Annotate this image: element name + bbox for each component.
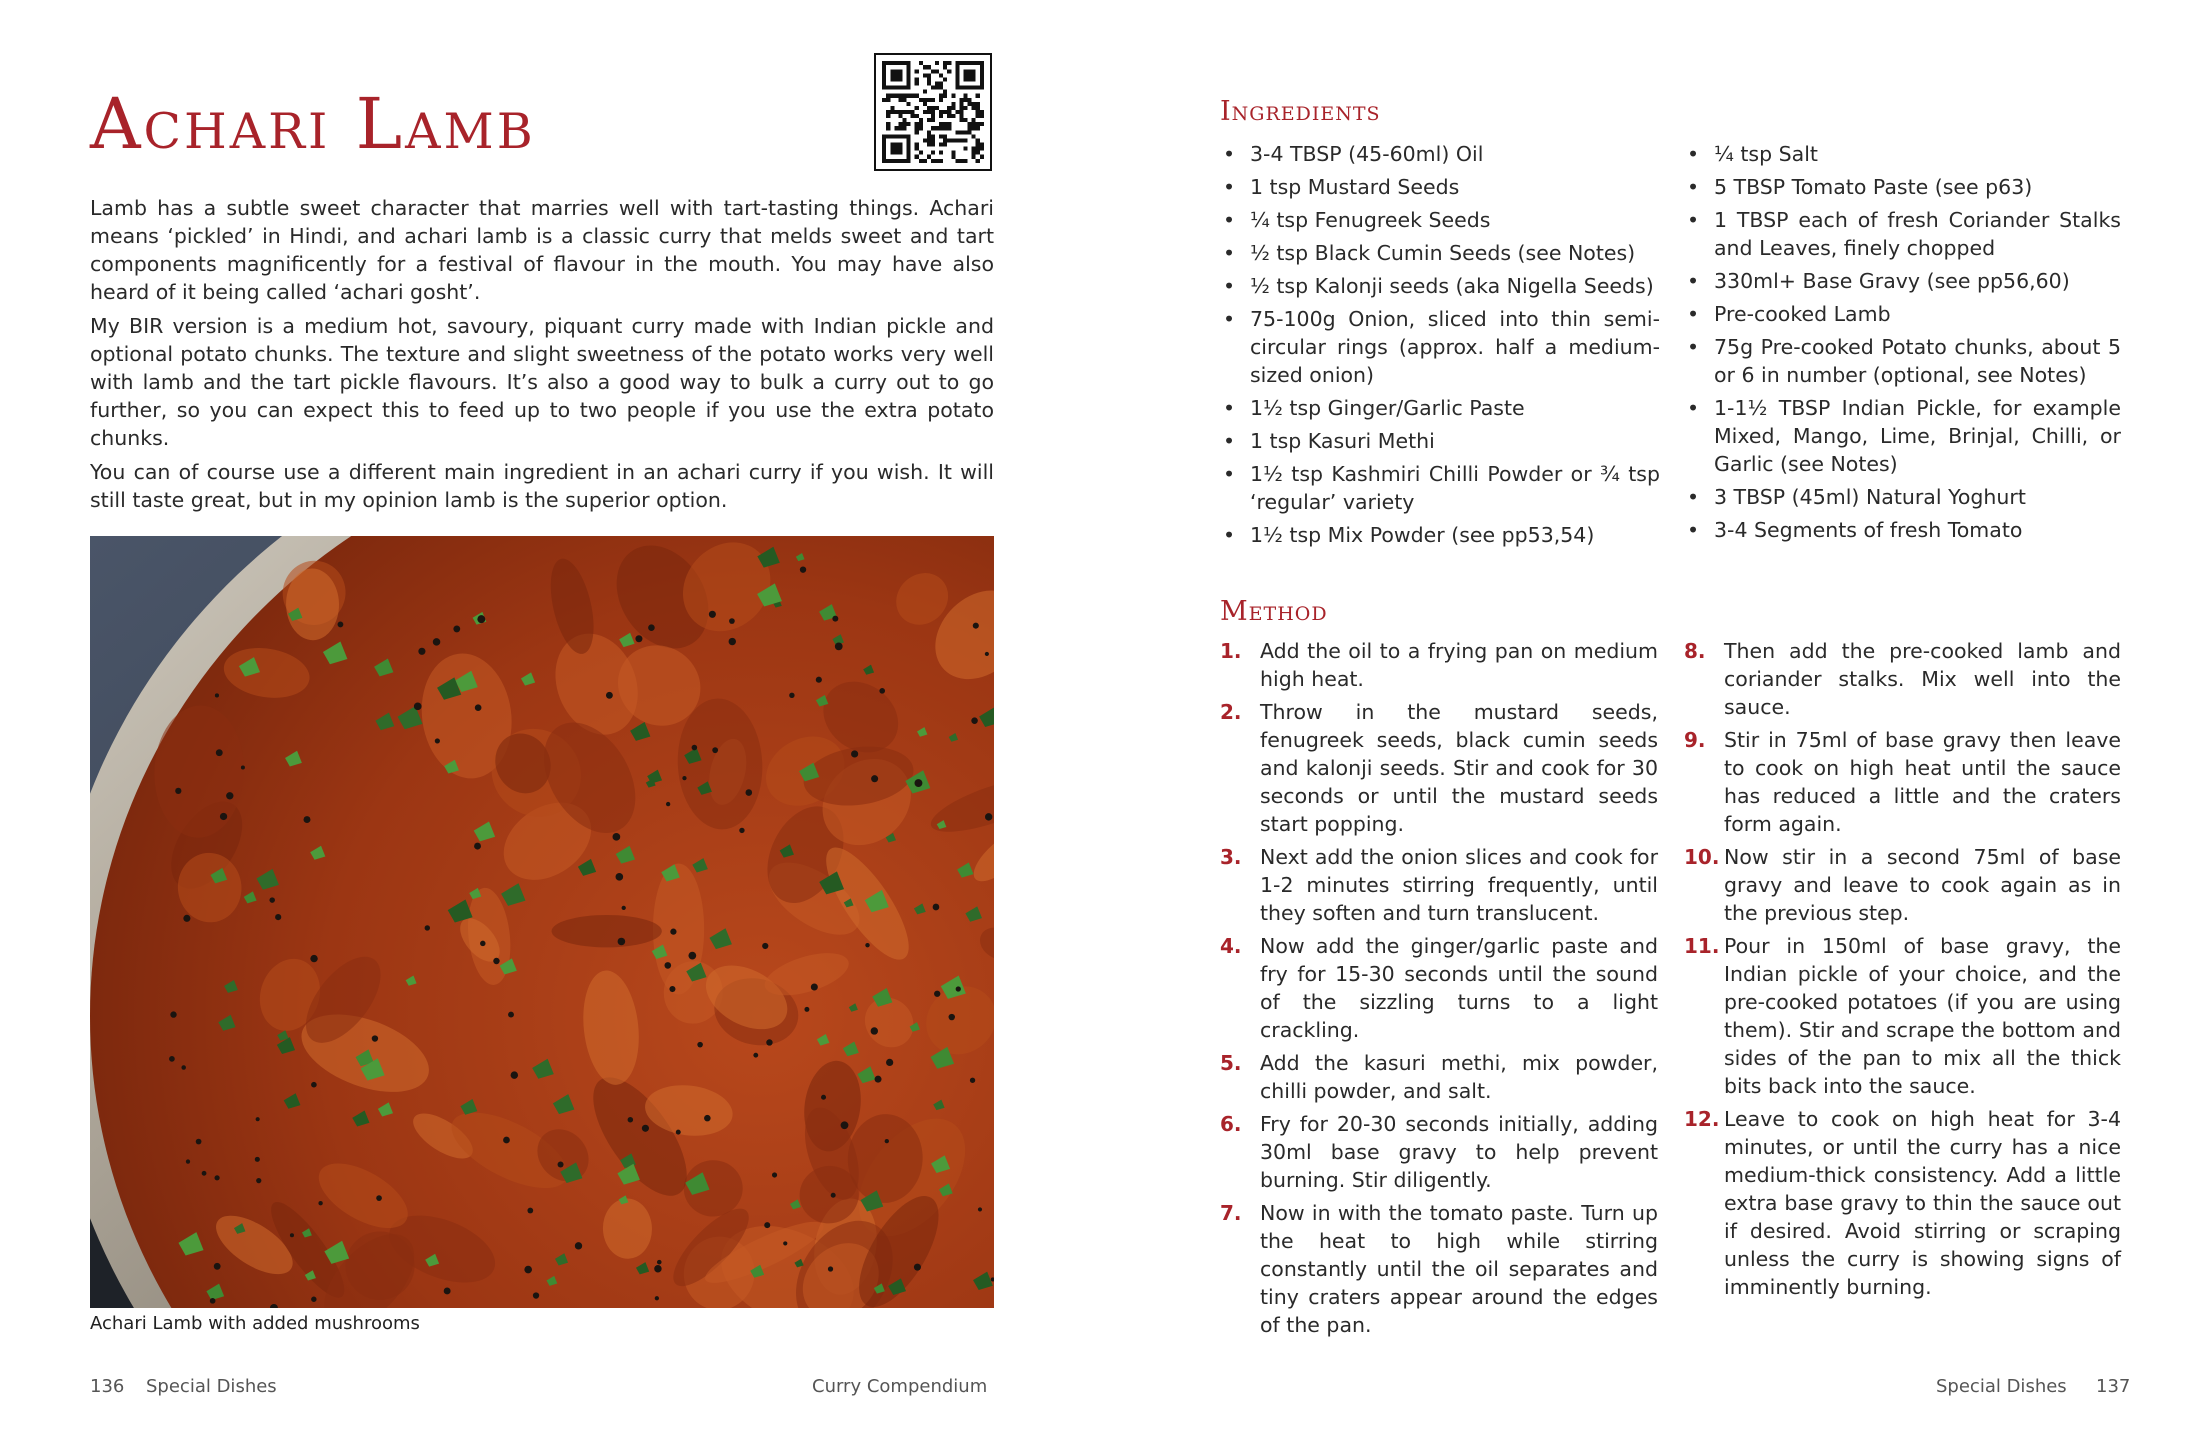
method-step (1220, 1110, 1658, 1194)
step-text: Now in with the tomato paste. Turn up the heat to high while stirring constantly until the oil separates and tiny craters appear around the edges of the pan. (1260, 1201, 1658, 1337)
ingredient-item: • Pre-cooked Lamb (1684, 300, 2121, 328)
ingredients-list-right (1684, 140, 2121, 549)
ingredients-list-left (1220, 140, 1660, 554)
step-text: Pour in 150ml of base gravy, the Indian pickle of your choice, and the pre-cooked potatoes (if you are using them). Stir and scrape the bottom and sides of the pan to mix all the thick bits back into the sauce. (1724, 934, 2121, 1098)
ingredient-item: • 1 tsp Kasuri Methi (1220, 427, 1660, 455)
method-heading: Method (1220, 596, 1328, 627)
curry-image (90, 536, 994, 1308)
method-list-left (1220, 637, 1658, 1344)
ingredients-heading: Ingredients (1220, 96, 1381, 127)
ingredient-item: • 5 TBSP Tomato Paste (see p63) (1684, 173, 2121, 201)
step-number: 10. (1684, 845, 1720, 869)
ingredient-item: • 1½ tsp Mix Powder (see pp53,54) (1220, 521, 1660, 549)
curry-photo (90, 536, 994, 1308)
ingredient-item: • 75-100g Onion, sliced into thin semi-circular rings (approx. half a medium-sized onion) (1220, 305, 1660, 389)
section-name-right: Special Dishes (1936, 1376, 2067, 1397)
intro-paragraph: You can of course use a different main ingredient in an achari curry if you wish. It will still taste great, but in my opinion lamb is the superior option. (90, 460, 994, 512)
ingredient-item: • ¼ tsp Salt (1684, 140, 2121, 168)
method-step (1220, 843, 1658, 927)
page-number-left: 136 (90, 1376, 125, 1397)
step-number: 4. (1220, 934, 1242, 958)
step-text: Now add the ginger/garlic paste and fry for 15-30 seconds until the sound of the sizzling turns to a light crackling. (1260, 934, 1658, 1042)
method-step (1684, 726, 2121, 838)
ingredient-item: • 75g Pre-cooked Potato chunks, about 5 or 6 in number (optional, see Notes) (1684, 333, 2121, 389)
method-step (1684, 637, 2121, 721)
step-number: 1. (1220, 639, 1242, 663)
ingredient-item: • ½ tsp Black Cumin Seeds (see Notes) (1220, 239, 1660, 267)
step-text: Add the kasuri methi, mix powder, chilli powder, and salt. (1260, 1051, 1658, 1103)
step-text: Throw in the mustard seeds, fenugreek seeds, black cumin seeds and kalonji seeds. Stir and cook for 30 seconds or until the mustard seeds start popping. (1260, 700, 1658, 836)
recipe-title: Achari Lamb (90, 83, 536, 165)
step-text: Next add the onion slices and cook for 1-2 minutes stirring frequently, until they soften and turn translucent. (1260, 845, 1658, 925)
step-number: 6. (1220, 1112, 1242, 1136)
step-text: Add the oil to a frying pan on medium high heat. (1260, 639, 1658, 691)
ingredient-item: • 3-4 TBSP (45-60ml) Oil (1220, 140, 1660, 168)
ingredient-item: • 1 tsp Mustard Seeds (1220, 173, 1660, 201)
ingredient-item: • 1½ tsp Ginger/Garlic Paste (1220, 394, 1660, 422)
step-number: 2. (1220, 700, 1242, 724)
method-step (1220, 1199, 1658, 1339)
ingredient-item: • ¼ tsp Fenugreek Seeds (1220, 206, 1660, 234)
ingredient-item: • 330ml+ Base Gravy (see pp56,60) (1684, 267, 2121, 295)
ingredient-item: • ½ tsp Kalonji seeds (aka Nigella Seeds) (1220, 272, 1660, 300)
section-name-left: Special Dishes (146, 1376, 277, 1397)
step-number: 5. (1220, 1051, 1242, 1075)
page-number-right: 137 (2096, 1376, 2131, 1397)
method-step (1684, 1105, 2121, 1301)
step-number: 7. (1220, 1201, 1242, 1225)
method-step (1220, 698, 1658, 838)
book-title: Curry Compendium (812, 1376, 988, 1397)
step-number: 3. (1220, 845, 1242, 869)
qr-code[interactable] (874, 53, 992, 171)
ingredient-item: • 1½ tsp Kashmiri Chilli Powder or ¾ tsp ‘regular’ variety (1220, 460, 1660, 516)
intro-text (90, 194, 994, 520)
step-number: 11. (1684, 934, 1720, 958)
method-step (1220, 637, 1658, 693)
intro-paragraph: My BIR version is a medium hot, savoury, piquant curry made with Indian pickle and optional potato chunks. The texture and slight sweetness of the potato works very well with lamb and the tart pickle flavours. It’s also a good way to bulk a curry out to go further, so you can expect this to feed up to two people if you use the extra potato chunks. (90, 314, 994, 450)
intro-paragraph: Lamb has a subtle sweet character that marries well with tart-tasting things. Achari means ‘pickled’ in Hindi, and achari lamb is a classic curry that melds sweet and tart components magnificently for a festival of flavour in the mouth. You may have also heard of it being called ‘achari gosht’. (90, 196, 994, 304)
ingredient-item: • 1-1½ TBSP Indian Pickle, for example Mixed, Mango, Lime, Brinjal, Chilli, or Garlic (see Notes) (1684, 394, 2121, 478)
step-number: 8. (1684, 639, 1706, 663)
step-number: 9. (1684, 728, 1706, 752)
ingredient-item: • 3-4 Segments of fresh Tomato (1684, 516, 2121, 544)
step-text: Stir in 75ml of base gravy then leave to cook on high heat until the sauce has reduced a little and the craters form again. (1724, 728, 2121, 836)
ingredient-item: • 1 TBSP each of fresh Coriander Stalks and Leaves, finely chopped (1684, 206, 2121, 262)
step-text: Leave to cook on high heat for 3-4 minutes, or until the curry has a nice medium-thick consistency. Add a little extra base gravy to thin the sauce out if desired. Avoid stirring or scraping unless the curry is showing signs of imminently burning. (1724, 1107, 2121, 1299)
method-list-right (1684, 637, 2121, 1306)
ingredient-item: • 3 TBSP (45ml) Natural Yoghurt (1684, 483, 2121, 511)
method-step (1220, 1049, 1658, 1105)
method-step (1684, 843, 2121, 927)
step-text: Fry for 20-30 seconds initially, adding 30ml base gravy to help prevent burning. Stir diligently. (1260, 1112, 1658, 1192)
step-text: Now stir in a second 75ml of base gravy and leave to cook again as in the previous step. (1724, 845, 2121, 925)
method-step (1684, 932, 2121, 1100)
photo-caption: Achari Lamb with added mushrooms (90, 1313, 420, 1334)
method-step (1220, 932, 1658, 1044)
step-number: 12. (1684, 1107, 1720, 1131)
step-text: Then add the pre-cooked lamb and coriander stalks. Mix well into the sauce. (1724, 639, 2121, 719)
